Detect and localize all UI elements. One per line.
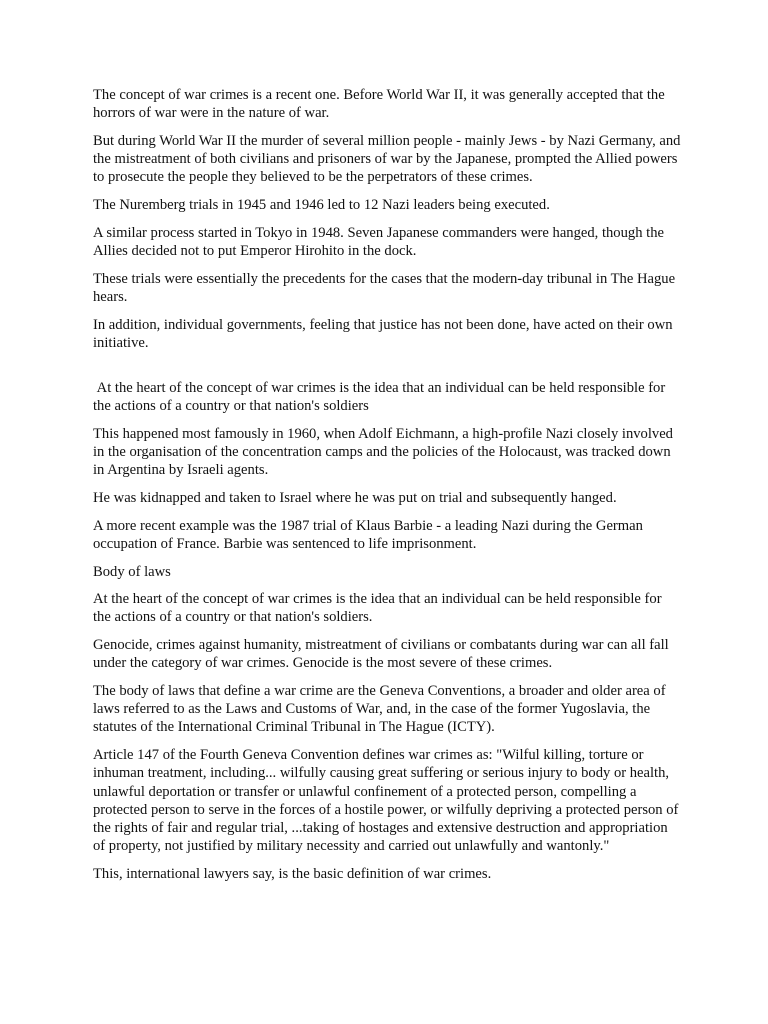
paragraph-heart-of-concept-repeat: At the heart of the concept of war crimes is the idea that an individual can be held responsible for the actions of a country or that nation's soldiers. (93, 591, 662, 626)
paragraph-individual-governments: In addition, individual governments, feeling that justice has not been done, have acted on their own initiative. (93, 316, 673, 351)
paragraph-nuremberg: The Nuremberg trials in 1945 and 1946 led to 12 Nazi leaders being executed. (93, 197, 550, 214)
paragraph-genocide: Genocide, crimes against humanity, mistreatment of civilians or combatants during war can all fall under the category of war crimes. Genocide is the most severe of these crimes. (93, 637, 669, 672)
paragraph-basic-definition: This, international lawyers say, is the basic definition of war crimes. (93, 865, 492, 882)
paragraph-tokyo: A similar process started in Tokyo in 1948. Seven Japanese commanders were hanged, though the Allies decided not to put Emperor Hirohito in the dock. (93, 224, 664, 259)
section-heading-body-of-laws: Body of laws (93, 563, 171, 580)
paragraph-heart-of-concept: At the heart of the concept of war crimes is the idea that an individual can be held responsible for the actions of a country or that nation's soldiers (93, 379, 669, 415)
document-page (93, 86, 683, 893)
paragraph-kidnapped: He was kidnapped and taken to Israel where he was put on trial and subsequently hanged. (93, 489, 617, 506)
paragraph-eichmann: This happened most famously in 1960, when Adolf Eichmann, a high-profile Nazi closely involved in the organisation of the concentration camps and the policies of the Holocaust, was tracked down in Argentina by Israeli agents. (93, 425, 673, 479)
paragraph-body-of-laws: The body of laws that define a war crime are the Geneva Conventions, a broader and older area of laws referred to as the Laws and Customs of War, and, in the case of the former Yugoslavia, the statutes of the International Criminal Tribunal in The Hague (ICTY). (93, 683, 666, 736)
paragraph-article-147: Article 147 of the Fourth Geneva Convention defines war crimes as: "Wilful killing, torture or inhuman treatment, including... wilfully causing great suffering or serious injury to body or health, unlawful deportation or transfer or unlawful confinement of a protected person, compelling a protected person to serve in the forces of a hostile power, or wilfully depriving a protected person of the rights of fair and regular trial, ...taking of hostages and extensive destruction and appropriation of property, not justified by military necessity and carried out unlawfully and wantonly." (93, 747, 679, 855)
paragraph-concept-intro: The concept of war crimes is a recent one. Before World War II, it was generally accepted that the horrors of war were in the nature of war. (93, 87, 665, 122)
paragraph-barbie: A more recent example was the 1987 trial of Klaus Barbie - a leading Nazi during the German occupation of France. Barbie was sentenced to life imprisonment. (93, 517, 643, 552)
paragraph-precedents: These trials were essentially the precedents for the cases that the modern-day tribunal in The Hague hears. (93, 270, 676, 305)
paragraph-world-war-ii: But during World War II the murder of several million people - mainly Jews - by Nazi Germany, and the mistreatment of both civilians and prisoners of war by the Japanese, prompted the Allied powers to prosecute the people they believed to be the perpetrators of these crimes. (93, 132, 681, 186)
